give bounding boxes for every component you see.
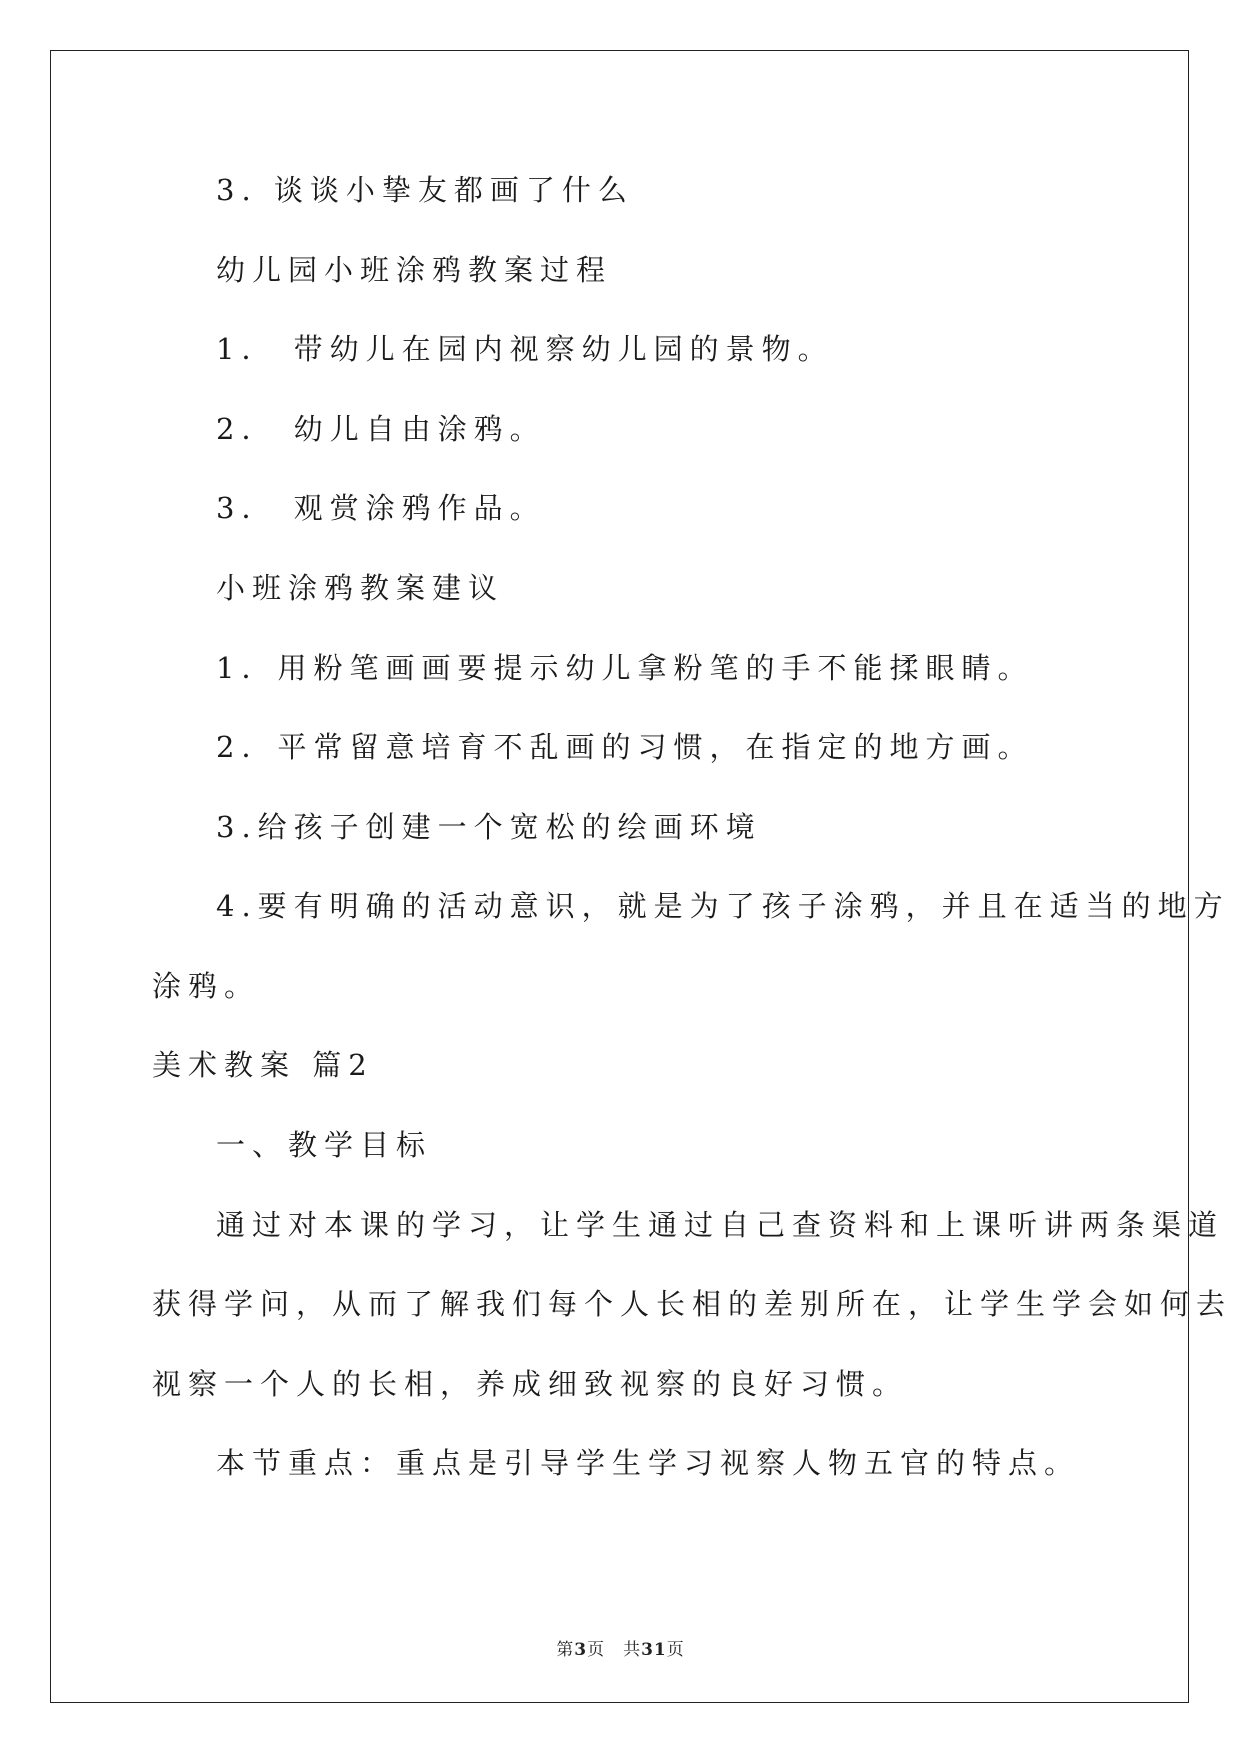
suggestion-3: 3.给孩子创建一个宽松的绘画环境 [216, 810, 762, 844]
goals-paragraph-line-1: 通过对本课的学习，让学生通过自己查资料和上课听讲两条渠道 [216, 1208, 1225, 1242]
paragraph-item-3: 3. 谈谈小挚友都画了什么 [216, 173, 634, 207]
key-point-paragraph: 本节重点：重点是引导学生学习视察人物五官的特点。 [216, 1446, 1081, 1480]
page-footer [0, 1635, 1241, 1660]
footer-page-number: 3 [574, 1640, 588, 1660]
heading-teaching-goals: 一、教学目标 [216, 1128, 433, 1162]
suggestion-1: 1．用粉笔画画要提示幼儿拿粉笔的手不能揉眼睛。 [216, 651, 1034, 685]
section-heading-process: 幼儿园小班涂鸦教案过程 [216, 253, 613, 287]
goals-paragraph-line-3: 视察一个人的长相，养成细致视察的良好习惯。 [152, 1367, 909, 1401]
section-heading-suggestions: 小班涂鸦教案建议 [216, 571, 505, 605]
footer-suffix: 页 [666, 1640, 685, 1660]
footer-prefix: 第 [556, 1640, 575, 1660]
suggestion-2: 2．平常留意培育不乱画的习惯，在指定的地方画。 [216, 730, 1034, 764]
goals-paragraph-line-2: 获得学问，从而了解我们每个人长相的差别所在，让学生学会如何去 [152, 1287, 1233, 1321]
process-step-1: 1． 带幼儿在园内视察幼儿园的景物。 [216, 332, 834, 366]
footer-total-pages: 31 [641, 1640, 667, 1660]
footer-middle: 页 共 [587, 1640, 642, 1660]
suggestion-4-continued: 涂鸦。 [152, 969, 261, 1003]
process-step-3: 3． 观赏涂鸦作品。 [216, 491, 546, 525]
section-title-lesson-2: 美术教案 篇2 [152, 1048, 374, 1082]
process-step-2: 2． 幼儿自由涂鸦。 [216, 412, 546, 446]
suggestion-4: 4.要有明确的活动意识，就是为了孩子涂鸦，并且在适当的地方 [216, 889, 1230, 923]
